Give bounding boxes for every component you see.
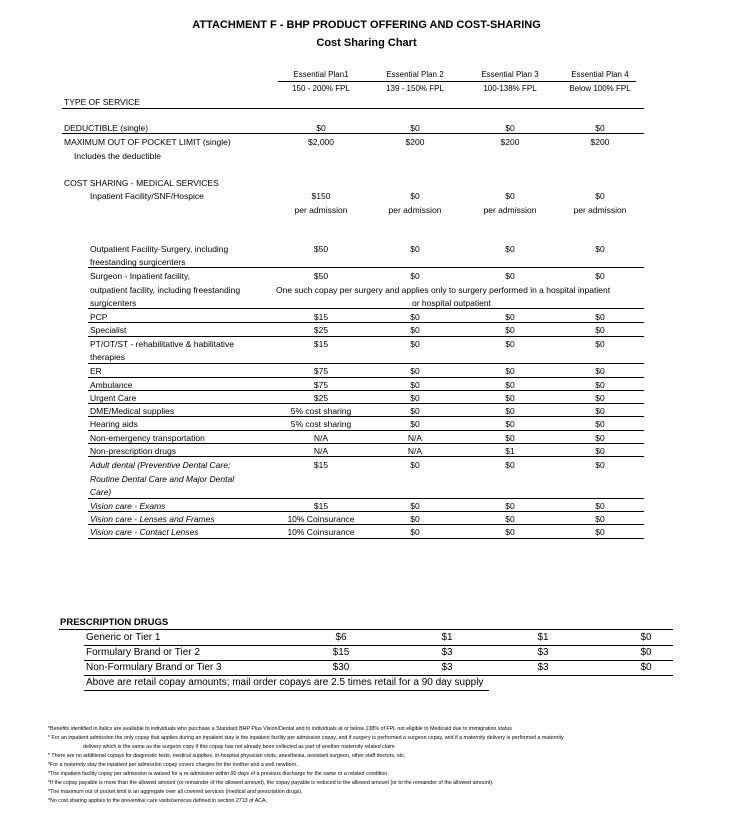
urgent-care-label: Urgent Care: [90, 393, 137, 403]
rx-tier2-plan-1: $15: [332, 647, 350, 658]
footnote: *For a maternity stay the inpatient per admission copay covers charges for the mother and a well newborn.: [48, 762, 298, 768]
deductible-plan-3: $0: [505, 123, 515, 133]
therapy-plan-3: $0: [505, 339, 515, 349]
vision-frames-plan-2: $0: [410, 514, 420, 524]
inpatient-sub-1: per admission: [294, 205, 348, 215]
rx-tier1-plan-4: $0: [640, 632, 652, 643]
dme-plan-4: $0: [595, 406, 605, 416]
document-subtitle: Cost Sharing Chart: [316, 37, 417, 49]
row-rule: [88, 443, 644, 444]
therapy-plan-4: $0: [595, 339, 605, 349]
vision-contacts-label: Vision care - Contact Lenses: [90, 527, 199, 537]
rx-heading: PRESCRIPTION DRUGS: [60, 617, 169, 628]
oop-note: Includes the deductible: [74, 151, 161, 161]
plan-1-fpl: 150 - 200% FPL: [292, 84, 350, 93]
inpatient-plan-3: $0: [505, 191, 515, 201]
dental-plan-3: $0: [505, 460, 515, 470]
deductible-rule: [62, 133, 644, 134]
vision-exams-plan-1: $15: [313, 501, 329, 511]
transport-plan-1: N/A: [313, 433, 329, 443]
surgeon-label-3: surgicenters: [90, 298, 137, 308]
dental-label-2: Routine Dental Care and Major Dental: [90, 474, 235, 484]
otc-drugs-label: Non-prescription drugs: [90, 446, 176, 456]
plan-3-name: Essential Plan 3: [481, 70, 539, 79]
rx-note: Above are retail copay amounts; mail order copays are 2.5 times retail for a 90 day supply: [86, 677, 484, 688]
footnote: * There are no additional copays for diagnostic tests, medical supplies, in-hospital physician visits, anesthesia, assistant surgeon, other staff doctors, etc.: [48, 753, 406, 759]
pcp-plan-4: $0: [595, 312, 605, 322]
dme-plan-1: 5% cost sharing: [290, 406, 352, 416]
vision-contacts-plan-1: 10% Coinsurance: [287, 527, 355, 537]
row-rule: [88, 267, 644, 268]
vision-exams-plan-2: $0: [410, 501, 420, 511]
row-rule: [88, 308, 644, 309]
oop-plan-1: $2,000: [308, 137, 334, 147]
dme-plan-3: $0: [505, 406, 515, 416]
plan-3-fpl: 100-138% FPL: [483, 84, 537, 93]
surgeon-note-2: or hospital outpatient: [412, 298, 491, 308]
ambulance-label: Ambulance: [90, 380, 133, 390]
deductible-plan-1: $0: [316, 123, 326, 133]
er-plan-1: $75: [313, 366, 329, 376]
otc-drugs-plan-1: N/A: [313, 446, 329, 456]
vision-contacts-plan-4: $0: [595, 527, 605, 537]
vision-contacts-plan-3: $0: [505, 527, 515, 537]
ambulance-plan-4: $0: [595, 380, 605, 390]
surgeon-plan-2: $0: [410, 271, 420, 281]
rx-row-rule: [84, 645, 673, 646]
footnote: *Benefits identified in italics are available to individuals who purchase a Standard BHP Plus Vision/Dental and to individuals at or below 138% of FPL not eligible to Medicaid due to immigration status: [48, 726, 512, 732]
rx-tier3-label: Non-Formulary Brand or Tier 3: [86, 662, 222, 673]
er-plan-3: $0: [505, 366, 515, 376]
dental-plan-4: $0: [595, 460, 605, 470]
rx-tier1-label: Generic or Tier 1: [86, 632, 161, 643]
vision-contacts-plan-2: $0: [410, 527, 420, 537]
dental-plan-1: $15: [313, 460, 329, 470]
dme-plan-2: $0: [410, 406, 420, 416]
therapy-label-2: therapies: [90, 352, 125, 362]
footnote: delivery which is the same as the surgeon copy if this copay has not already been collected as part of another maternity related claim: [83, 744, 395, 750]
rx-heading-rule: [59, 629, 673, 630]
plan-header-divider: [278, 81, 636, 82]
urgent-care-plan-1: $25: [313, 393, 329, 403]
vision-exams-plan-3: $0: [505, 501, 515, 511]
rx-tier1-plan-2: $1: [441, 632, 453, 643]
oop-plan-2: $200: [405, 137, 425, 147]
inpatient-sub-4: per admission: [573, 205, 627, 215]
cost-sharing-heading: COST SHARING - MEDICAL SERVICES: [64, 178, 219, 188]
row-rule: [88, 456, 644, 457]
inpatient-sub-2: per admission: [388, 205, 442, 215]
rx-tier2-plan-3: $3: [537, 647, 549, 658]
rx-row-rule: [84, 675, 673, 676]
outpatient-plan-2: $0: [410, 244, 420, 254]
vision-frames-label: Vision care - Lenses and Frames: [90, 514, 215, 524]
outpatient-plan-1: $50: [313, 244, 329, 254]
therapy-plan-2: $0: [410, 339, 420, 349]
rx-tier2-label: Formulary Brand or Tier 2: [86, 647, 200, 658]
er-plan-4: $0: [595, 366, 605, 376]
vision-exams-label: Vision care - Exams: [90, 501, 166, 511]
rx-tier1-plan-1: $6: [335, 632, 347, 643]
pcp-plan-2: $0: [410, 312, 420, 322]
rx-tier3-plan-2: $3: [441, 662, 453, 673]
plan-4-name: Essential Plan 4: [571, 70, 629, 79]
vision-frames-plan-3: $0: [505, 514, 515, 524]
row-rule: [88, 322, 644, 323]
vision-exams-plan-4: $0: [595, 501, 605, 511]
dental-plan-2: $0: [410, 460, 420, 470]
transport-label: Non-emergency transportation: [90, 433, 205, 443]
hearing-aids-label: Hearing aids: [90, 419, 138, 429]
hearing-aids-plan-3: $0: [505, 419, 515, 429]
row-rule: [88, 390, 644, 391]
surgeon-label-1: Surgeon - Inpatient facility,: [90, 271, 191, 281]
vision-frames-plan-4: $0: [595, 514, 605, 524]
plan-2-fpl: 139 - 150% FPL: [386, 84, 444, 93]
specialist-plan-2: $0: [410, 325, 420, 335]
row-rule: [88, 377, 644, 378]
otc-drugs-plan-3: $1: [505, 446, 515, 456]
specialist-plan-1: $25: [313, 325, 329, 335]
dental-label-1: Adult dental (Preventive Dental Care;: [90, 460, 231, 470]
transport-plan-3: $0: [505, 433, 515, 443]
pcp-plan-3: $0: [505, 312, 515, 322]
row-rule: [88, 403, 644, 404]
specialist-plan-4: $0: [595, 325, 605, 335]
row-rule: [88, 336, 644, 337]
pcp-plan-1: $15: [313, 312, 329, 322]
otc-drugs-plan-4: $0: [595, 446, 605, 456]
rx-tier2-plan-4: $0: [640, 647, 652, 658]
row-rule: [88, 524, 644, 525]
row-rule: [88, 511, 644, 512]
hearing-aids-plan-2: $0: [410, 419, 420, 429]
specialist-label: Specialist: [90, 325, 127, 335]
inpatient-label: Inpatient Facility/SNF/Hospice: [90, 191, 204, 201]
footnote: *If the copay payable is more than the allowed amount (or remainder of the allowed amount), the copay payable is reduced to the allowed amount (or to the remainder of the allowed amount).: [48, 780, 494, 786]
deductible-label: DEDUCTIBLE (single): [64, 123, 149, 133]
plan-4-fpl: Below 100% FPL: [569, 84, 631, 93]
oop-plan-4: $200: [590, 137, 610, 147]
dental-label-3: Care): [90, 487, 112, 497]
er-label: ER: [90, 366, 102, 376]
row-rule: [88, 498, 644, 499]
ambulance-plan-2: $0: [410, 380, 420, 390]
footnote: * For an inpatient admission the only copay that applies during an inpatient stay is the inpatient facility per admission copay, and if surgery is performed a surgeon copay, and if a maternity delivery is performed a maternity: [48, 735, 564, 741]
document-title: ATTACHMENT F - BHP PRODUCT OFFERING AND COST-SHARING: [192, 19, 541, 31]
footnote: *The maximum out of pocket limit is an aggregate over all covered services (medical and prescription drugs).: [48, 789, 303, 795]
footnote: *The inpatient facility copay per admission is waived for a re-admission within 90 days of a previous discharge for the same or a related condition.: [48, 771, 389, 777]
plan-2-name: Essential Plan 2: [386, 70, 444, 79]
type-of-service-rule: [62, 108, 644, 109]
row-rule: [88, 363, 644, 364]
otc-drugs-plan-2: N/A: [407, 446, 423, 456]
oop-label: MAXIMUM OUT OF POCKET LIMIT (single): [64, 137, 231, 147]
rx-tier3-plan-4: $0: [640, 662, 652, 673]
rx-tier2-plan-2: $3: [441, 647, 453, 658]
inpatient-plan-4: $0: [595, 191, 605, 201]
specialist-plan-3: $0: [505, 325, 515, 335]
urgent-care-plan-4: $0: [595, 393, 605, 403]
pcp-label: PCP: [90, 312, 108, 322]
oop-plan-3: $200: [500, 137, 520, 147]
surgeon-label-2: outpatient facility, including freestanding: [90, 285, 241, 295]
footnote: *No cost sharing applies to the preventive care visits/services defined in section 2713 of ACA.: [48, 798, 268, 804]
therapy-label-1: PT/OT/ST - rehabilitative & habilitative: [90, 339, 234, 349]
inpatient-plan-1: $150: [311, 191, 331, 201]
hearing-aids-plan-4: $0: [595, 419, 605, 429]
urgent-care-plan-2: $0: [410, 393, 420, 403]
surgeon-plan-1: $50: [313, 271, 329, 281]
row-rule: [88, 416, 644, 417]
rx-tier1-plan-3: $1: [537, 632, 549, 643]
surgeon-note-1: One such copay per surgery and applies only to surgery performed in a hospital inpatient: [276, 285, 611, 295]
er-plan-2: $0: [410, 366, 420, 376]
type-of-service-label: TYPE OF SERVICE: [64, 97, 140, 107]
transport-plan-4: $0: [595, 433, 605, 443]
rx-note-rule: [84, 690, 489, 691]
rx-tier3-plan-3: $3: [537, 662, 549, 673]
transport-plan-2: N/A: [407, 433, 423, 443]
outpatient-plan-4: $0: [595, 244, 605, 254]
ambulance-plan-1: $75: [313, 380, 329, 390]
hearing-aids-plan-1: 5% cost sharing: [290, 419, 352, 429]
outpatient-label-2: freestanding surgicenters: [90, 257, 186, 267]
row-rule: [88, 430, 644, 431]
therapy-plan-1: $15: [313, 339, 329, 349]
surgeon-plan-4: $0: [595, 271, 605, 281]
deductible-plan-2: $0: [410, 123, 420, 133]
rx-tier3-plan-1: $30: [332, 662, 350, 673]
inpatient-sub-3: per admission: [483, 205, 537, 215]
dme-label: DME/Medical supplies: [90, 406, 175, 416]
surgeon-plan-3: $0: [505, 271, 515, 281]
outpatient-label-1: Outpatient Facility-Surgery, including: [90, 244, 229, 254]
rx-row-rule: [84, 660, 673, 661]
row-rule: [88, 538, 644, 539]
plan-1-name: Essential Plan1: [293, 70, 349, 79]
vision-frames-plan-1: 10% Coinsurance: [287, 514, 355, 524]
urgent-care-plan-3: $0: [505, 393, 515, 403]
inpatient-plan-2: $0: [410, 191, 420, 201]
ambulance-plan-3: $0: [505, 380, 515, 390]
outpatient-plan-3: $0: [505, 244, 515, 254]
deductible-plan-4: $0: [595, 123, 605, 133]
